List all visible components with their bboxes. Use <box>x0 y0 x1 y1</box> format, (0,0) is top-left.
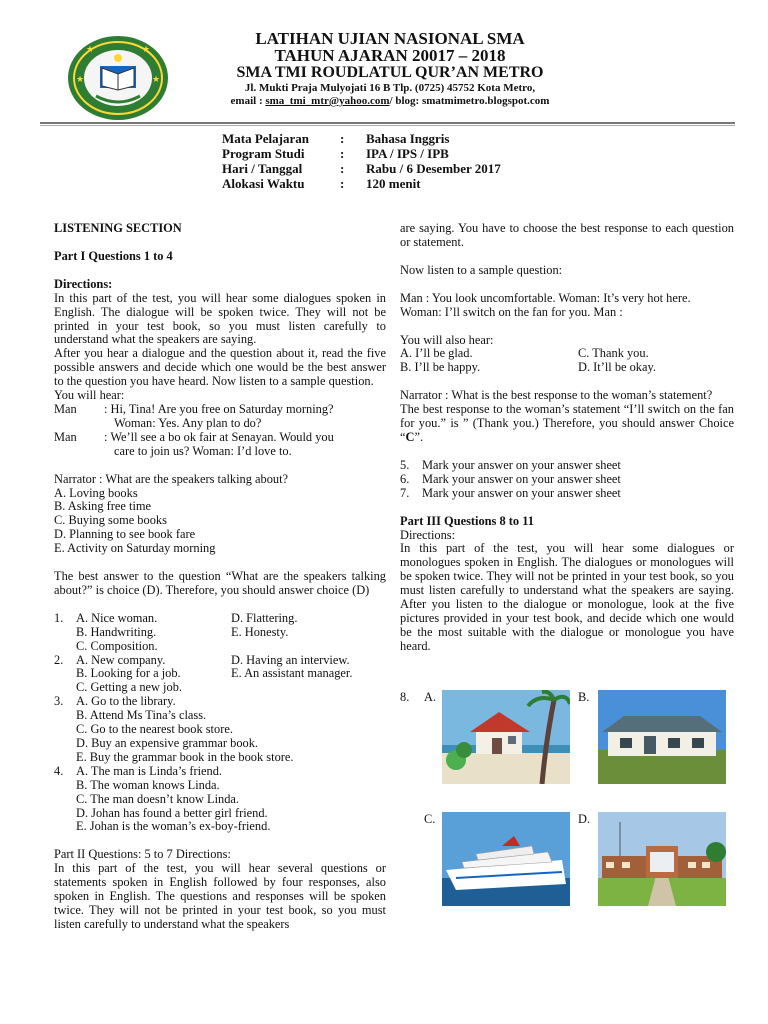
question-1: 1. A. Nice woman. D. Flattering. <box>54 610 298 625</box>
mark-answer-item: 6. Mark your answer on your answer sheet <box>400 471 621 486</box>
sample-choice: C. Buying some books <box>54 513 167 528</box>
header-rule <box>40 122 735 124</box>
option-c: C. Thank you. <box>578 346 649 361</box>
picture-c-cruise-ship[interactable] <box>442 812 570 906</box>
blog-text: / blog: smatmimetro.blogspot.com <box>389 95 550 107</box>
part2-title: Part II Questions: 5 to 7 Directions: <box>54 847 231 862</box>
picture-a-beach-hut[interactable] <box>442 690 570 784</box>
narrator-question: Narrator : What is the best response to the woman’s statement? <box>400 388 713 403</box>
option-d: D. It’ll be okay. <box>578 360 656 375</box>
dialogue-line: Woman: Yes. Any plan to do? <box>114 415 262 430</box>
meta-row: Alokasi Waktu : 120 menit <box>222 176 421 191</box>
sample-choice: D. Planning to see book fare <box>54 527 196 542</box>
left-column: LISTENING SECTION Part I Questions 1 to 4 Directions: In this part of the test, you will hear some dialogues spoken in English. The dialogue will be spoken twice. They will not be printed in your test book, so you must listen carefully to understand what the speakers are saying. After you hear a dialogue and the question about it, read the five possible answers and decide which one would be the best answer to the question you have heard. Now listen to a sample question. You will hear: Man : Hi, Tina! Are you free on Saturday morning? Woman: Yes. Any plan to do? Man : We’ll see a bo ok fair at Senayan. Would you care to join us? Woman: I’d love to. Narrator : What are the speakers talking about? A. Loving books B. Asking free time C. Buying some books D. Planning to see book fare E. Activity on Saturday morning The best answer to the question “What are the speakers talking about?” is choice (D). Therefore, you should answer choice (D) 1. A. Nice woman. D. Flattering. B. Handwriting. E. Honesty. C. Composition. 2. A. New company. D. Having an interview. B. Looking for a job. E. An assistant manager. C. Getting a new job. 3. A. Go to the library. B. Attend Ms Tina’s class. C. Go to the nearest book store. D. Buy an expensive grammar book. E. Buy the grammar book in the book store. 4. A. The man is Linda’s friend. B. The woman knows Linda. C. The man doesn’t know Linda. D. Johan has found a better girl friend. E. Johan is the woman’s ex-boy-friend. Part II Questions: 5 to 7 Directions: In this part of the test, you will hear several questions or statements spoken in English followed by four responses, also spoken in English. The questions and responses will be spoken twice. They will not be printed in your test book, so you must listen carefully to understand what the speakers <box>54 221 386 931</box>
directions-label: Directions: <box>54 276 113 291</box>
school-name: SMA TMI ROUDLATUL QUR’AN METRO <box>236 64 544 81</box>
picture-d-school-building[interactable] <box>598 812 726 906</box>
svg-text:★: ★ <box>152 75 161 85</box>
part2-directions: In this part of the test, you will hear several questions or statements spoken in English followed by four responses, also spoken in English. The questions and responses will be spoken twice. They will not be printed in your test book, so you must listen carefully to understand what the speakers <box>54 861 386 931</box>
academic-year: TAHUN AJARAN 20017 – 2018 <box>274 46 506 65</box>
dialogue-line: Man : You look uncomfortable. Woman: It’s very hot here. <box>400 290 691 305</box>
part2-directions-cont: are saying. You have to choose the best response to each question or statement. <box>400 221 734 249</box>
picture-label-b: B. <box>578 690 590 704</box>
document-header <box>190 30 590 108</box>
svg-text:★: ★ <box>86 45 95 55</box>
sample-choice: B. Asking free time <box>54 499 152 514</box>
svg-text:★: ★ <box>76 75 85 85</box>
part3-directions-label: Directions: <box>400 527 456 542</box>
question-3: 3. A. Go to the library. <box>54 694 176 709</box>
part3-directions: In this part of the test, you will hear some dialogues or monologues spoken in English. The dialogues or monologues will be spoken twice. They will not be printed in your test book, so you must listen carefully to understand what the speakers are saying. After you listen to the dialogue or monologue, look at the five pictures provided in your test book, and decide which one would be the most suitable with the dialogue or monologue you have heard. <box>400 541 734 653</box>
part3-title: Part III Questions 8 to 11 <box>400 513 534 528</box>
question-8-number: 8. <box>400 690 410 704</box>
question-2: 2. A. New company. D. Having an interview. <box>54 652 350 667</box>
dialogue-line: Man : We’ll see a bo ok fair at Senayan. Would you <box>54 429 334 444</box>
section-title: LISTENING SECTION <box>54 221 182 235</box>
question-4: 4. A. The man is Linda’s friend. <box>54 763 223 778</box>
picture-label-c: C. <box>424 812 436 826</box>
best-answer-text: The best answer to the question “What are the speakers talking about?” is choice (D). Therefore, you should answer choice (D) <box>54 569 386 597</box>
dialogue-line: care to join us? Woman: I’d love to. <box>114 443 292 458</box>
email-link[interactable]: sma_tmi_mtr@yahoo.com <box>265 95 390 107</box>
meta-row: Program Studi : IPA / IPS / IPB <box>222 146 449 161</box>
meta-row: Hari / Tanggal : Rabu / 6 Desember 2017 <box>222 161 501 176</box>
contact-line <box>190 95 590 108</box>
dialogue-line: Woman: I’ll switch on the fan for you. Man : <box>400 304 623 319</box>
svg-text:★: ★ <box>142 45 151 55</box>
meta-row: Mata Pelajaran : Bahasa Inggris <box>222 131 450 146</box>
sample-choice: A. Loving books <box>54 485 138 500</box>
option-a: A. I’ll be glad. <box>400 346 473 361</box>
directions-text-2: After you hear a dialogue and the question about it, read the five possible answers and decide which one would be the best answer to the question you have heard. Now listen to a sample question. <box>54 346 386 389</box>
exam-title: LATIHAN UJIAN NASIONAL SMA <box>255 29 525 48</box>
school-address: Jl. Mukti Praja Mulyojati 16 B Tlp. (0725) 45752 Kota Metro, <box>244 82 536 94</box>
email-label: email : <box>230 95 266 107</box>
school-logo <box>66 34 170 122</box>
also-hear: You will also hear: <box>400 332 494 347</box>
listen-sample: Now listen to a sample question: <box>400 262 563 277</box>
sample-choice: E. Activity on Saturday morning <box>54 541 216 556</box>
mark-answer-item: 5. Mark your answer on your answer sheet <box>400 457 621 472</box>
best-response: The best response to the woman’s statement “I’ll switch on the fan for you.” is ” (Thank you.) Therefore, you should answer Choice “C”. <box>400 402 734 444</box>
directions-text: In this part of the test, you will hear some dialogues spoken in English. The dialogue will be spoken twice. They will not be printed in your test book, so you must listen carefully to understand what the speakers are saying. <box>54 290 386 347</box>
picture-label-a: A. <box>424 690 437 704</box>
you-will-hear: You will hear: <box>54 388 125 403</box>
narrator-question: Narrator : What are the speakers talking about? <box>54 471 289 486</box>
picture-label-d: D. <box>578 812 591 826</box>
mark-answer-item: 7. Mark your answer on your answer sheet <box>400 485 621 500</box>
right-column <box>400 222 734 654</box>
picture-b-house[interactable] <box>598 690 726 784</box>
part1-title: Part I Questions 1 to 4 <box>54 248 173 263</box>
header-rule-thin <box>40 125 735 126</box>
exam-meta <box>222 131 501 191</box>
option-b: B. I’ll be happy. <box>400 360 481 375</box>
dialogue-line: Man : Hi, Tina! Are you free on Saturday morning? <box>54 401 334 416</box>
